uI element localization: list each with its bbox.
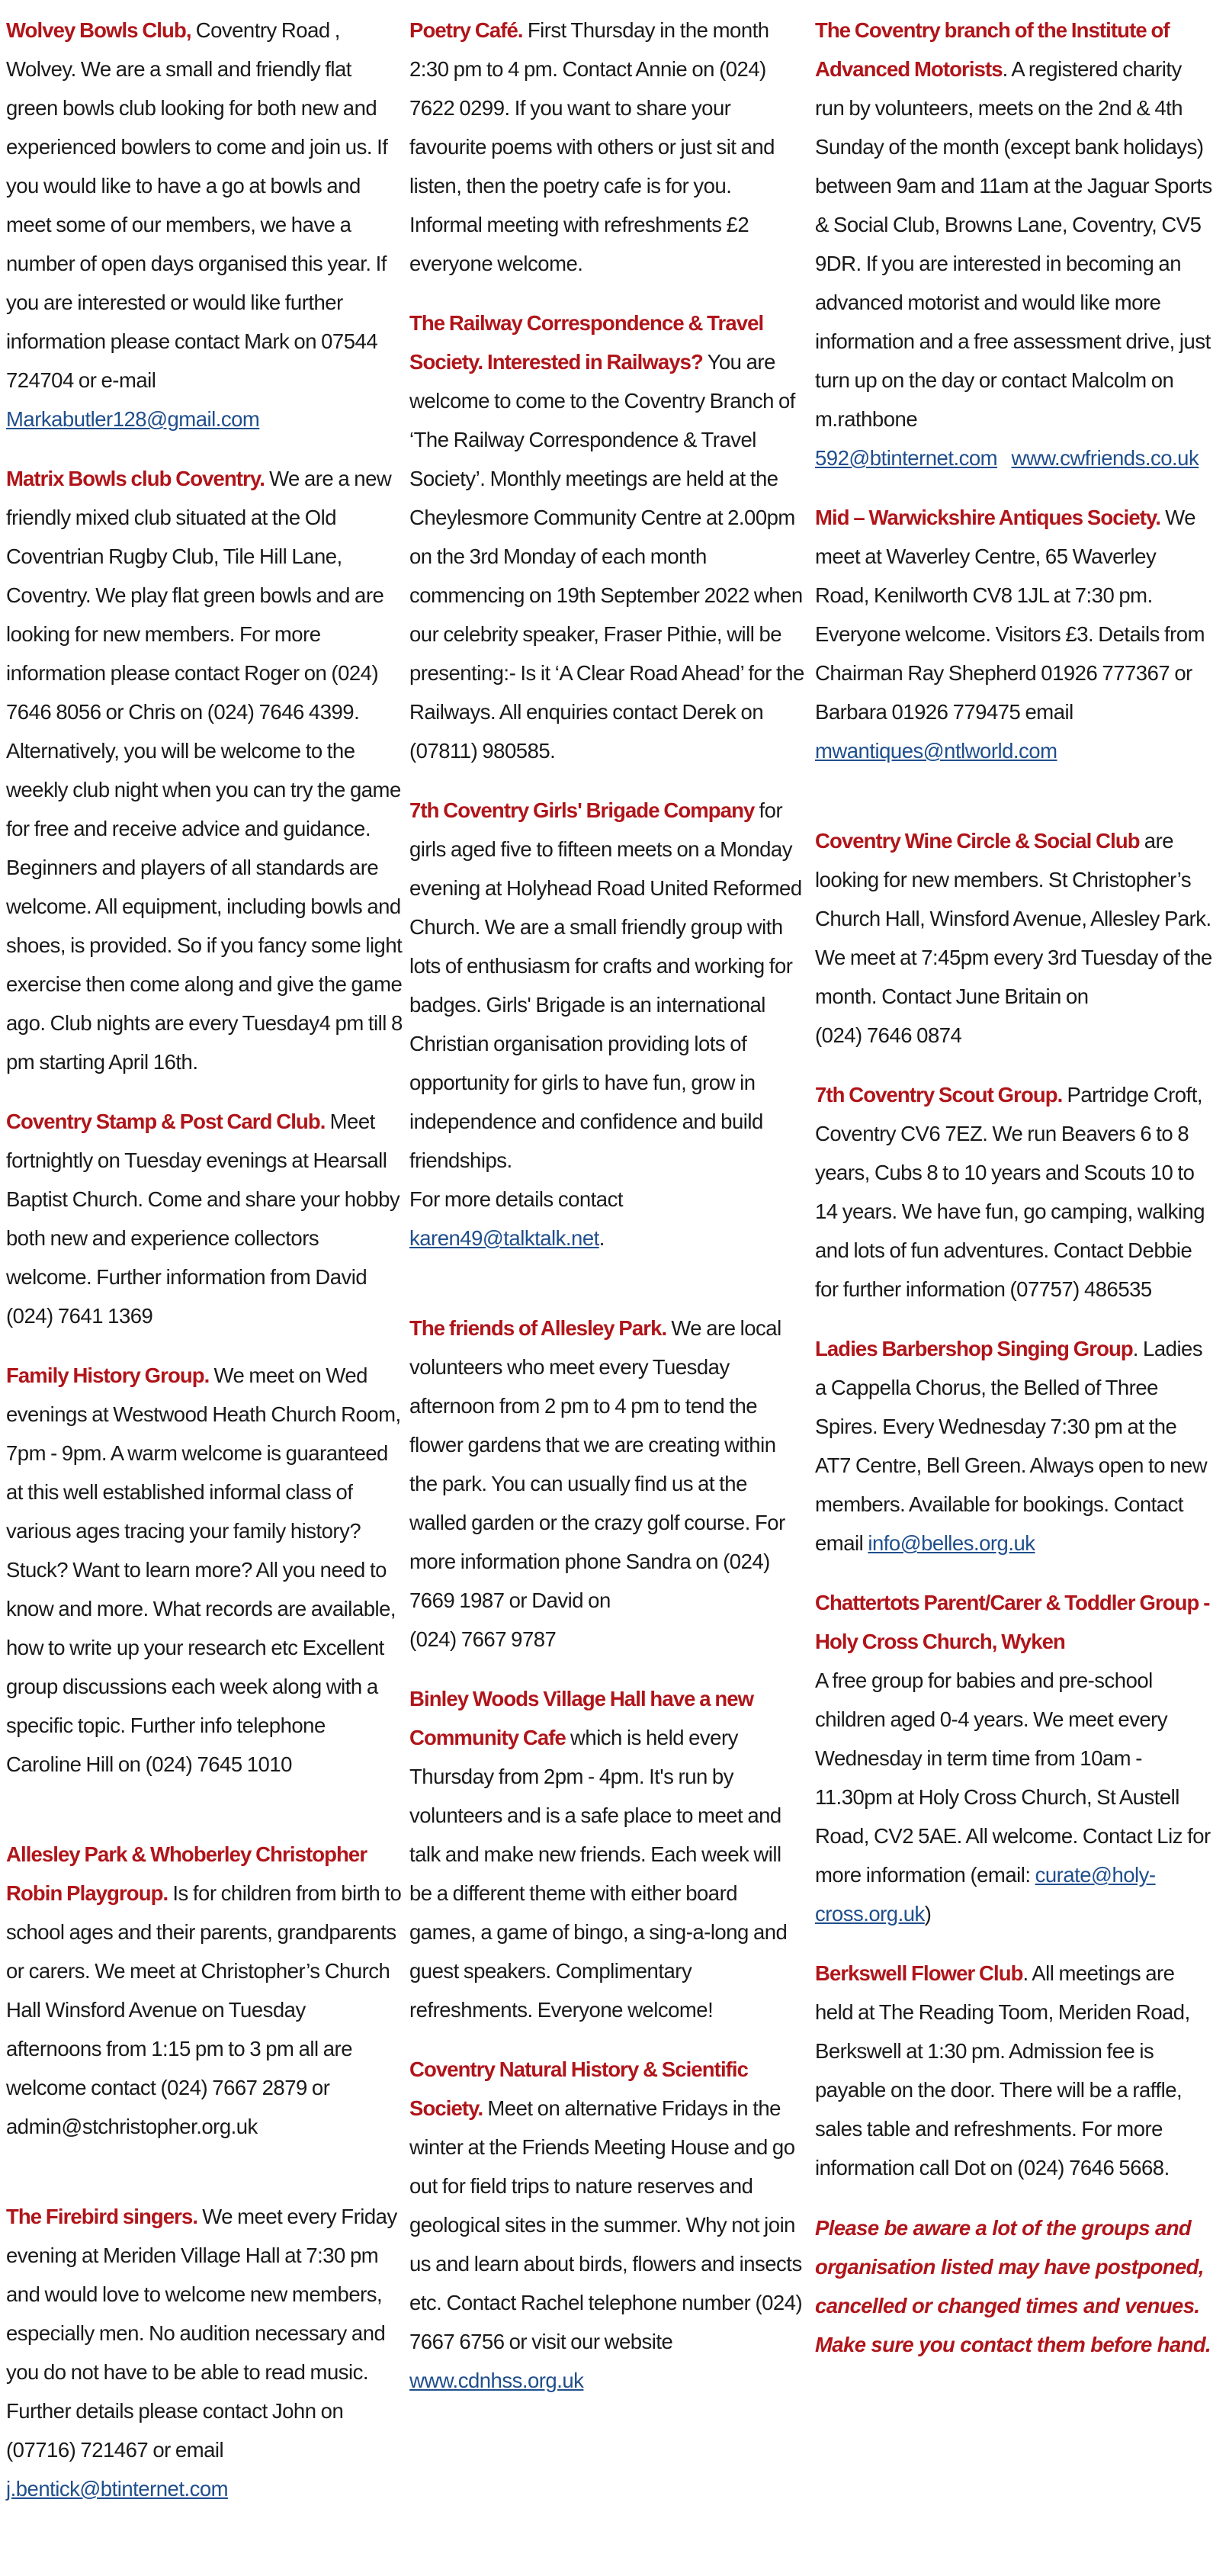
entry-text: We meet on Wed evenings at Westwood Heath Church Room, 7pm - 9pm. A warm welcome is guaranteed at this well established informal class of various ages tracing your family history? Stuck? Want to learn more? All you need to know and more. What records are available, how to write up your research etc Excellent group discussions each week along with a specific topic. Further info telephone Caroline Hill on (024) 7645 1010 [6, 1363, 401, 1776]
entry-text: Partridge Croft, Coventry CV6 7EZ. We run Beavers 6 to 8 years, Cubs 8 to 10 years and Scouts 10 to 14 years. We have fun, go camping, walking and lots of fun adventures. Contact Debbie for further information (07757) 486535 [815, 1083, 1205, 1301]
column-middle [409, 11, 807, 2420]
entry-title: 7th Coventry Girls' Brigade Company [409, 798, 755, 822]
entry-text: . All meetings are held at The Reading Toom, Meriden Road, Berkswell at 1:30 pm. Admission fee is payable on the door. There will be a raffle, sales table and refreshments. For more information call Dot on (024) 7646 5668. [815, 1961, 1190, 2179]
entry-allesley-park-friends [409, 1309, 807, 1659]
entry-title: The friends of Allesley Park. [409, 1316, 667, 1340]
entry-text: We are a new friendly mixed club situated at the Old Coventrian Rugby Club, Tile Hill Lane, Coventry. We play flat green bowls and are looking for new members. For more information please contact Roger on (024) 7646 8056 or Chris on (024) 7646 4399. Alternatively, you will be welcome to the weekly club night when you can try the game for free and receive advice and guidance. Beginners and players of all standards are welcome. All equipment, including bowls and shoes, is provided. So if you fancy some light exercise then come along and give the game ago. Club nights are every Tuesday4 pm till 8 pm starting April 16th. [6, 467, 403, 1074]
entry-text: We meet at Waverley Centre, 65 Waverley Road, Kenilworth CV8 1JL at 7:30 pm. Everyone welcome. Visitors £3. Details from Chairman Ray Shepherd 01926 777367 or Barbara 01926 779475 email [815, 506, 1205, 724]
entry-text: which is held every Thursday from 2pm - 4pm. It's run by volunteers and is a safe place to meet and talk and make new friends. Each week will be a different theme with either board games, a game of bingo, a sing-a-long and guest speakers. Complimentary refreshments. Everyone welcome! [409, 1726, 788, 2022]
entry-title: Coventry Natural History & Scientific Society. [409, 2057, 749, 2120]
entry-matrix-bowls [6, 459, 404, 1081]
entry-text: A free group for babies and pre-school children aged 0-4 years. We meet every Wednesday in term time from 10am - 11.30pm at Holy Cross Church, St Austell Road, CV2 5AE. All welcome. Contact Liz for more information (email: [815, 1669, 1211, 1887]
entry-phone: (024) 7646 0874 [815, 1023, 962, 1047]
entry-text: Meet fortnightly on Tuesday evenings at Hearsall Baptist Church. Come and share your hobby both new and experience collectors welcome. Further information from David [6, 1110, 400, 1289]
entry-title: Chattertots Parent/Carer & Toddler Group - Holy Cross Church, Wyken [815, 1591, 1210, 1653]
email-link[interactable]: j.bentick@btinternet.com [6, 2477, 229, 2501]
entry-text: are looking for new members. St Christopher’s Church Hall, Winsford Avenue, Allesley Park. We meet at 7:45pm every 3rd Tuesday of the month. Contact June Britain on [815, 829, 1212, 1008]
entry-text: You are welcome to come to the Coventry Branch of ‘The Railway Correspondence & Travel Society’. Monthly meetings are held at the Cheylesmore Community Centre at 2.00pm on the 3rd Monday of each month commencing on 19th September 2022 when our celebrity speaker, Fraser Pithie, will be presenting:- Is it ‘A Clear Road Ahead’ for the Railways. All enquiries contact Derek on (07811) 980585. [409, 350, 804, 763]
entry-tail: ) [924, 1902, 932, 1926]
entry-title: Coventry Wine Circle & Social Club [815, 829, 1140, 853]
entry-contact: For more details contact [409, 1187, 623, 1211]
email-link[interactable]: mwantiques@ntlworld.com [815, 739, 1057, 763]
entry-girls-brigade [409, 791, 807, 1257]
entry-family-history [6, 1356, 404, 1784]
entry-title: Poetry Café. [409, 18, 523, 42]
entry-title: Binley Woods Village Hall have a new Community Cafe [409, 1687, 754, 1749]
entry-text: We are local volunteers who meet every Tuesday afternoon from 2 pm to 4 pm to tend the flower gardens that we are creating within the park. You can usually find us at the walled garden or the crazy golf course. For more information phone Sandra on (024) 7669 1987 or David on [409, 1316, 785, 1612]
notice-text: Please be aware a lot of the groups and organisation listed may have postponed, cancelled or changed times and venues. Make sure you contact them before hand. [815, 2215, 1211, 2356]
entry-text: First Thursday in the month 2:30 pm to 4 pm. Contact Annie on (024) 7622 0299. If you want to share your favourite poems with others or just sit and listen, then the poetry cafe is for you. Informal meeting with refreshments £2 everyone welcome. [409, 18, 775, 275]
entry-text: Meet on alternative Fridays in the winter at the Friends Meeting House and go out for field trips to nature reserves and geological sites in the summer. Why not join us and learn about birds, flowers and insects etc. Contact Rachel telephone number (024) 7667 6756 or visit our website [409, 2096, 803, 2353]
entry-title: The Firebird singers. [6, 2205, 198, 2228]
entry-text: . A registered charity run by volunteers, meets on the 2nd & 4th Sunday of the month (except bank holidays) between 9am and 11am at the Jaguar Sports & Social Club, Browns Lane, Coventry, CV5 9DR. If you are interested in becoming an advanced motorist and would like more information and a free assessment drive, just turn up on the day or contact Malcolm on m.rathbone [815, 57, 1212, 431]
entry-chattertots [815, 1583, 1213, 1933]
entry-playgroup [6, 1835, 404, 2146]
spacer [409, 1278, 807, 1309]
website-link[interactable]: www.cwfriends.co.uk [1011, 446, 1199, 470]
entry-barbershop [815, 1329, 1213, 1563]
email-link[interactable]: info@belles.org.uk [868, 1531, 1035, 1555]
entry-title: 7th Coventry Scout Group. [815, 1083, 1063, 1107]
entry-berkswell-flower [815, 1954, 1213, 2187]
entry-railway-society [409, 304, 807, 770]
entry-poetry-cafe [409, 11, 807, 283]
entry-text: for girls aged five to fifteen meets on a Monday evening at Holyhead Road United Reformed Church. We are a small friendly group with lots of enthusiasm for crafts and working for badges. Girls' Brigade is an international Christian organisation providing lots of opportunity for girls to have fun, grow in independence and confidence and build friendships. [409, 798, 802, 1172]
entry-stamp-club [6, 1102, 404, 1335]
entry-natural-history [409, 2050, 807, 2400]
entry-title: Allesley Park & Whoberley Christopher Robin Playgroup. [6, 1842, 367, 1905]
entry-title: Mid – Warwickshire Antiques Society. [815, 506, 1161, 529]
entry-antiques-society [815, 498, 1213, 770]
entry-title: Family History Group. [6, 1363, 210, 1387]
entry-text: Coventry Road , Wolvey. We are a small and friendly flat green bowls club looking for both new and experienced bowlers to come and join us. If you would like to have a go at bowls and meet some of our members, we have a number of open days organised this year. If you are interested or would like further information please contact Mark on 07544 724704 or e-mail [6, 18, 388, 392]
entry-text: We meet every Friday evening at Meriden Village Hall at 7:30 pm and would love to welcome new members, especially men. No audition necessary and you do not have to be able to read music. Further details please contact John on (07716) 721467 or email [6, 2205, 397, 2462]
email-link[interactable]: Markabutler128@gmail.com [6, 407, 260, 431]
entry-firebird-singers [6, 2197, 404, 2508]
column-left [6, 11, 404, 2529]
entry-title: Ladies Barbershop Singing Group [815, 1337, 1133, 1360]
entry-title: Wolvey Bowls Club, [6, 18, 191, 42]
email-link[interactable]: curate@holy-cross.org.uk [815, 1863, 1156, 1926]
entry-phone: (024) 7641 1369 [6, 1304, 153, 1328]
email-link[interactable]: karen49@talktalk.net [409, 1226, 599, 1250]
entry-advanced-motorists [815, 11, 1213, 477]
entry-tail: . [598, 1226, 605, 1250]
website-link[interactable]: www.cdnhss.org.uk [409, 2369, 584, 2392]
entry-phone: (024) 7667 9787 [409, 1627, 557, 1651]
entry-title: Matrix Bowls club Coventry. [6, 467, 265, 490]
entry-binley-woods [409, 1679, 807, 2029]
entry-title: The Railway Correspondence & Travel Society. Interested in Railways? [409, 311, 764, 374]
column-right [815, 11, 1213, 2385]
entry-title: Berkswell Flower Club [815, 1961, 1023, 1985]
entry-wolvey-bowls [6, 11, 404, 438]
entry-wine-circle [815, 821, 1213, 1055]
entry-title: The Coventry branch of the Institute of Advanced Motorists [815, 18, 1170, 81]
spacer [815, 791, 1213, 821]
entry-text: Is for children from birth to school ages and their parents, grandparents or carers. We meet at Christopher’s Church Hall Winsford Avenue on Tuesday afternoons from 1:15 pm to 3 pm all are welcome contact (024) 7667 2879 or admin@stchristopher.org.uk [6, 1881, 402, 2138]
entry-title: Coventry Stamp & Post Card Club. [6, 1110, 326, 1133]
spacer [6, 1804, 404, 1835]
spacer [6, 2166, 404, 2197]
entry-text: . Ladies a Cappella Chorus, the Belled of Three Spires. Every Wednesday 7:30 pm at the AT7 Centre, Bell Green. Always open to new members. Available for bookings. Contact email [815, 1337, 1208, 1555]
email-link[interactable]: 592@btinternet.com [815, 446, 998, 470]
entry-scout-group [815, 1075, 1213, 1309]
